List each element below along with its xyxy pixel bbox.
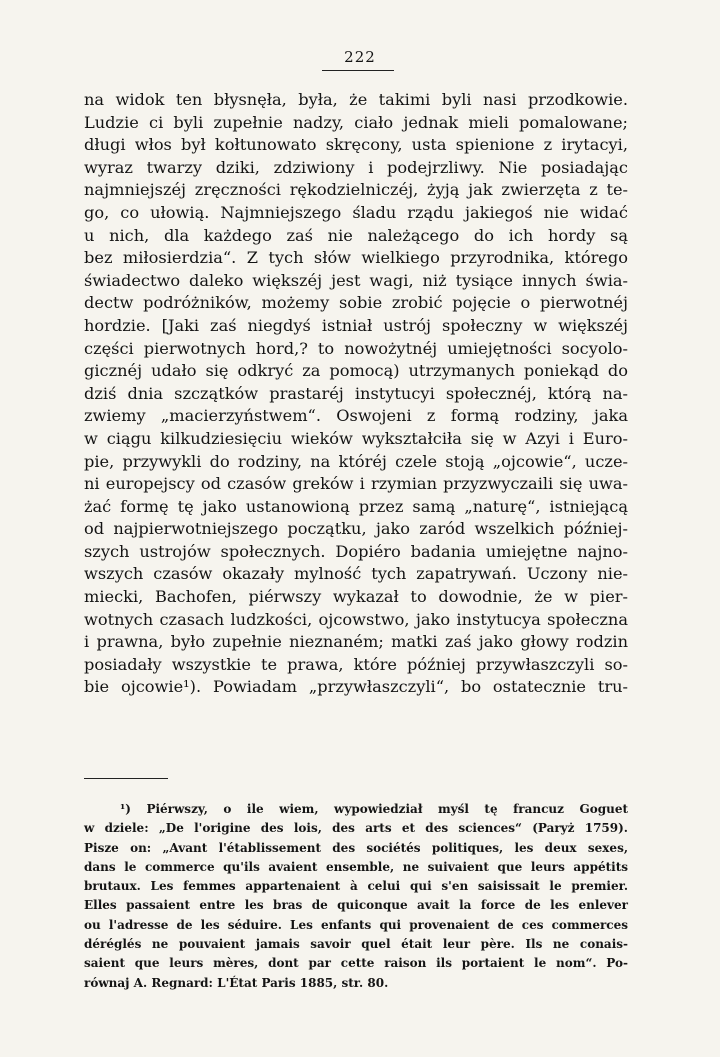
body-line: go, co ułowią. Najmniejszego śladu rządu jakiegoś nie widać	[84, 202, 628, 222]
body-line: żać formę tę jako ustanowioną przez samą „naturę“, istniejącą	[84, 496, 628, 516]
footnote-line: saient que leurs mères, dont par cette raison ils portaient le nom“. Po-	[84, 956, 628, 971]
body-line: wotnych czasach ludzkości, ojcowstwo, jako instytucya społeczna	[84, 609, 628, 629]
footnote-line: brutaux. Les femmes appartenaient à celui qui s'en saisissait le premier.	[84, 879, 628, 894]
body-line: dectw podróżników, możemy sobie zrobić pojęcie o pierwotnéj	[84, 293, 628, 313]
body-text	[84, 89, 628, 699]
page-number: 222	[344, 48, 376, 66]
body-line: wszych czasów okazały mylność tych zapatrywań. Uczony nie-	[84, 564, 628, 584]
footnote-line: Pisze on: „Avant l'établissement des sociétés politiques, les deux sexes,	[84, 840, 628, 855]
body-line: zwiemy „macierzyństwem“. Oswojeni z formą rodziny, jaka	[84, 406, 628, 426]
body-line: pie, przywykli do rodziny, na któréj czele stoją „ojcowie“, ucze-	[84, 451, 628, 471]
footnote-line: równaj A. Regnard: L'État Paris 1885, str. 80.	[84, 975, 389, 990]
body-line: bie ojcowie¹). Powiadam „przywłaszczyli“, bo ostatecznie tru-	[84, 677, 628, 697]
body-line: posiadały wszystkie te prawa, które później przywłaszczyli so-	[84, 654, 628, 674]
body-line: od najpierwotniejszego początku, jako zaród wszelkich później-	[84, 519, 628, 539]
body-line: wyraz twarzy dziki, zdziwiony i podejrzliwy. Nie posiadając	[84, 157, 628, 177]
body-line: dziś dnia szczątków prastaréj instytucyi społecznéj, którą na-	[84, 383, 628, 403]
body-line: i prawna, było zupełnie nieznaném; matki zaś jako głowy rodzin	[84, 632, 628, 652]
body-line: hordzie. [Jaki zaś niegdyś istniał ustrój społeczny w większéj	[84, 315, 628, 335]
body-line: długi włos był kołtunowato skręcony, usta spienione z irytacyi,	[84, 135, 628, 155]
body-line: ni europejscy od czasów greków i rzymian przyzwyczaili się uwa-	[84, 474, 628, 494]
footnote-rule	[84, 778, 168, 779]
footnotes	[84, 800, 628, 993]
footnote-line: dans le commerce qu'ils avaient ensemble, ne suivaient que leurs appétits	[84, 859, 628, 874]
body-line: najmniejszéj zręczności rękodzielniczéj, żyją jak zwierzęta z te-	[84, 180, 628, 200]
footnote-line: déréglés ne pouvaient jamais savoir quel était leur père. Ils ne conais-	[84, 937, 628, 952]
body-line: miecki, Bachofen, piérwszy wykazał to dowodnie, że w pier-	[84, 587, 628, 607]
footnote-line: ¹) Piérwszy, o ile wiem, wypowiedział myśl tę francuz Goguet	[120, 802, 628, 816]
footnote-line: ou l'adresse de les séduire. Les enfants qui provenaient de ces commerces	[84, 917, 628, 932]
footnote-line: Elles passaient entre les bras de quiconque avait la force de les enlever	[84, 898, 628, 913]
body-line: u nich, dla każdego zaś nie należącego do ich hordy są	[84, 225, 628, 245]
page-number-rule	[322, 70, 394, 71]
footnote-line: w dziele: „De l'origine des lois, des arts et des sciences“ (Paryż 1759).	[84, 821, 628, 836]
body-line: gicznéj udało się odkryć za pomocą) utrzymanych poniekąd do	[84, 361, 628, 381]
body-line: na widok ten błysnęła, była, że takimi byli nasi przodkowie.	[84, 90, 628, 109]
body-line: świadectwo daleko większéj jest wagi, niż tysiące innych świa-	[84, 270, 628, 290]
body-line: bez miłosierdzia“. Z tych słów wielkiego przyrodnika, którego	[84, 248, 628, 268]
body-line: Ludzie ci byli zupełnie nadzy, ciało jednak mieli pomalowane;	[84, 112, 628, 132]
body-line: szych ustrojów społecznych. Dopiéro badania umiejętne najno-	[84, 541, 628, 561]
body-line: części pierwotnych hord,? to nowożytnéj umiejętności socyolo-	[84, 338, 628, 358]
body-line: w ciągu kilkudziesięciu wieków wykształciła się w Azyi i Euro-	[84, 428, 628, 448]
